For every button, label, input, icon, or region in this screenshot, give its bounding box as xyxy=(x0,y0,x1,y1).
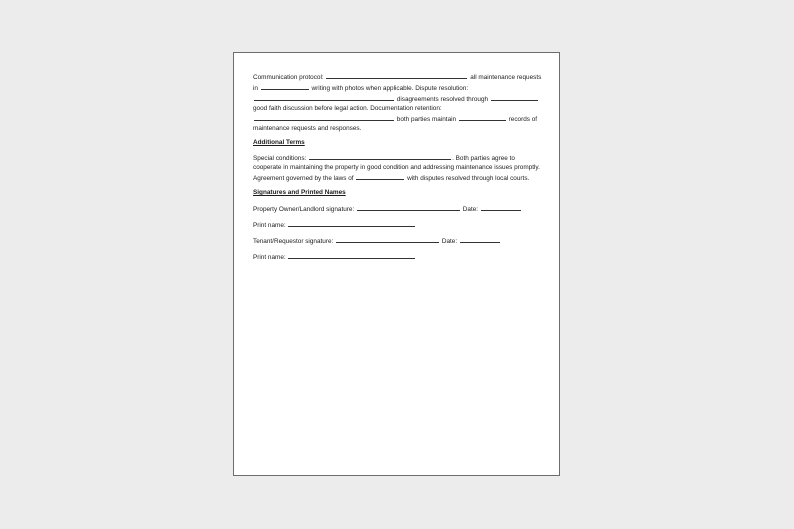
date-blank[interactable] xyxy=(460,236,500,243)
owner-signature-label: Property Owner/Landlord signature: xyxy=(253,205,357,213)
owner-print-name-line xyxy=(253,220,543,231)
blank-line xyxy=(254,94,394,101)
text: records of maintenance requests and responses. xyxy=(253,115,538,132)
text: with disputes resolved through local courts. xyxy=(405,174,530,182)
text: both parties maintain xyxy=(395,115,458,123)
text: all maintenance requests in xyxy=(253,74,542,92)
text: Communication protocol: xyxy=(253,74,326,81)
owner-signature-line xyxy=(253,204,543,215)
additional-terms-heading: Additional Terms xyxy=(253,138,305,146)
blank-line xyxy=(261,83,309,90)
signature-blank[interactable] xyxy=(336,236,439,243)
tenant-signature-line xyxy=(253,236,543,247)
text: good faith discussion before legal action. Documentation retention: xyxy=(253,104,442,112)
blank-line xyxy=(356,173,404,180)
blank-line xyxy=(326,72,467,79)
protocol-paragraph xyxy=(253,72,543,133)
document-page xyxy=(233,52,560,476)
document-body xyxy=(253,72,543,263)
signature-blank[interactable] xyxy=(357,204,460,211)
signatures-heading: Signatures and Printed Names xyxy=(253,189,346,197)
blank-line xyxy=(309,153,451,160)
tenant-signature-label: Tenant/Requestor signature: xyxy=(253,238,336,246)
text: Special conditions: xyxy=(253,155,309,163)
special-conditions-paragraph xyxy=(253,153,543,184)
text: disagreements resolved through xyxy=(395,95,490,103)
print-name-blank[interactable] xyxy=(288,252,415,259)
text: writing with photos when applicable. Dispute resolution: xyxy=(309,84,469,92)
blank-line xyxy=(491,94,538,101)
blank-line xyxy=(459,114,506,121)
print-name-label: Print name: xyxy=(253,254,288,262)
print-name-label: Print name: xyxy=(253,221,288,229)
date-label: Date: xyxy=(461,205,480,213)
text: . Both parties agree to cooperate in maintaining the property in good condition and addressing maintenance issues promptly. Agreement governed by the laws of xyxy=(253,155,540,182)
date-label: Date: xyxy=(440,238,459,246)
tenant-print-name-line xyxy=(253,252,543,263)
date-blank[interactable] xyxy=(481,204,521,211)
print-name-blank[interactable] xyxy=(288,220,415,227)
blank-line xyxy=(254,114,394,121)
